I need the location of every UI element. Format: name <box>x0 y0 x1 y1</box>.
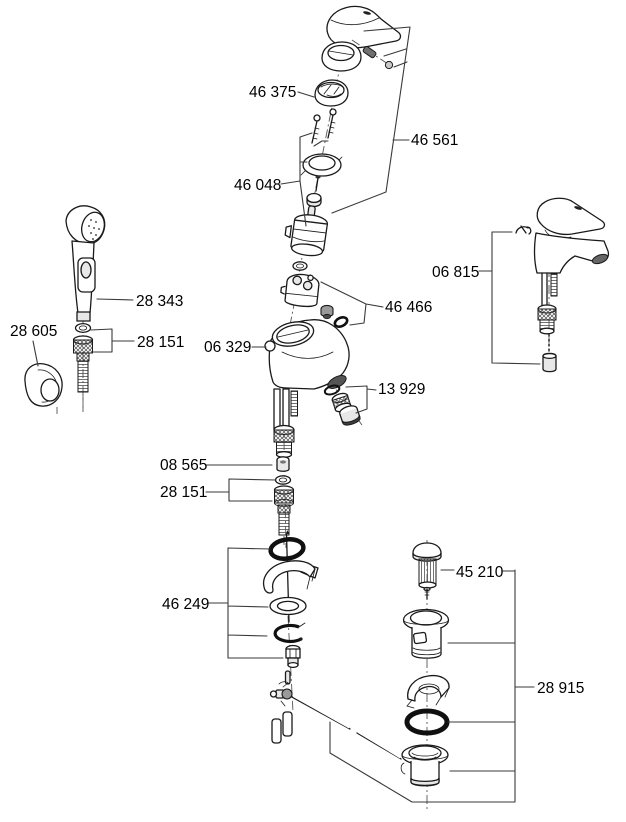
saddle-washer-28915 <box>407 676 449 708</box>
faucet-complete-06815 <box>516 198 609 371</box>
callout-28-343: 28 343 <box>136 293 184 310</box>
callout-46-466: 46 466 <box>385 299 433 316</box>
callout-28-915: 28 915 <box>537 680 585 697</box>
escutcheon-wedge-46249 <box>264 561 318 593</box>
cartridge-cap-46375 <box>315 80 348 106</box>
cartridge <box>283 203 329 257</box>
cartridge-seal-washer <box>293 262 307 270</box>
base-o-ring <box>333 315 348 328</box>
cartridge-base-46466 <box>280 272 320 307</box>
callout-46-048: 46 048 <box>234 177 282 194</box>
c-clip-46249 <box>275 623 305 641</box>
callout-28-151-body: 28 151 <box>160 484 208 501</box>
set-screw <box>362 46 376 59</box>
mounting-nut-46249 <box>286 646 300 668</box>
mounting-ring-46048 <box>301 154 342 176</box>
mounting-washer-46249 <box>270 598 306 615</box>
supply-pipe <box>274 389 280 429</box>
fixing-screws <box>312 109 336 146</box>
base-grommet <box>321 305 333 318</box>
body-hose-connector-28151 <box>275 486 294 546</box>
hand-shower-28343 <box>66 206 108 321</box>
drain-plug-45210 <box>413 543 441 599</box>
callout-46-561: 46 561 <box>411 132 459 149</box>
wall-holder-28605 <box>25 364 62 414</box>
lever-handle <box>327 6 400 47</box>
callout-28-151-shower: 28 151 <box>137 334 185 351</box>
callout-28-605: 28 605 <box>10 323 58 340</box>
callout-13-929: 13 929 <box>378 381 426 398</box>
dome-cap <box>322 42 361 71</box>
callout-06-815: 06 815 <box>432 264 480 281</box>
callout-06-329: 06 329 <box>204 339 252 356</box>
ring-screw-and-nut <box>307 175 321 206</box>
callout-45-210: 45 210 <box>456 564 504 581</box>
adapter-08565 <box>277 457 289 471</box>
height-adapters <box>272 712 292 743</box>
callout-08-565: 08 565 <box>160 457 208 474</box>
faucet-body-06329 <box>265 318 349 429</box>
shower-seal-washer-28151 <box>76 324 91 333</box>
callout-46-375: 46 375 <box>249 84 297 101</box>
threaded-stud <box>291 391 298 416</box>
screw-plug <box>385 61 392 68</box>
drain-flange-28915 <box>404 610 449 659</box>
retainer-clip <box>516 226 531 234</box>
supply-pipe <box>283 389 289 429</box>
body-shank-connector <box>274 426 294 458</box>
drain-lower-body-28915 <box>401 745 448 786</box>
callout-46-249: 46 249 <box>162 596 210 613</box>
shower-hose-connector-28151 <box>74 336 93 408</box>
body-seal-washer-28151 <box>276 476 291 484</box>
body-side-plug <box>265 341 275 351</box>
